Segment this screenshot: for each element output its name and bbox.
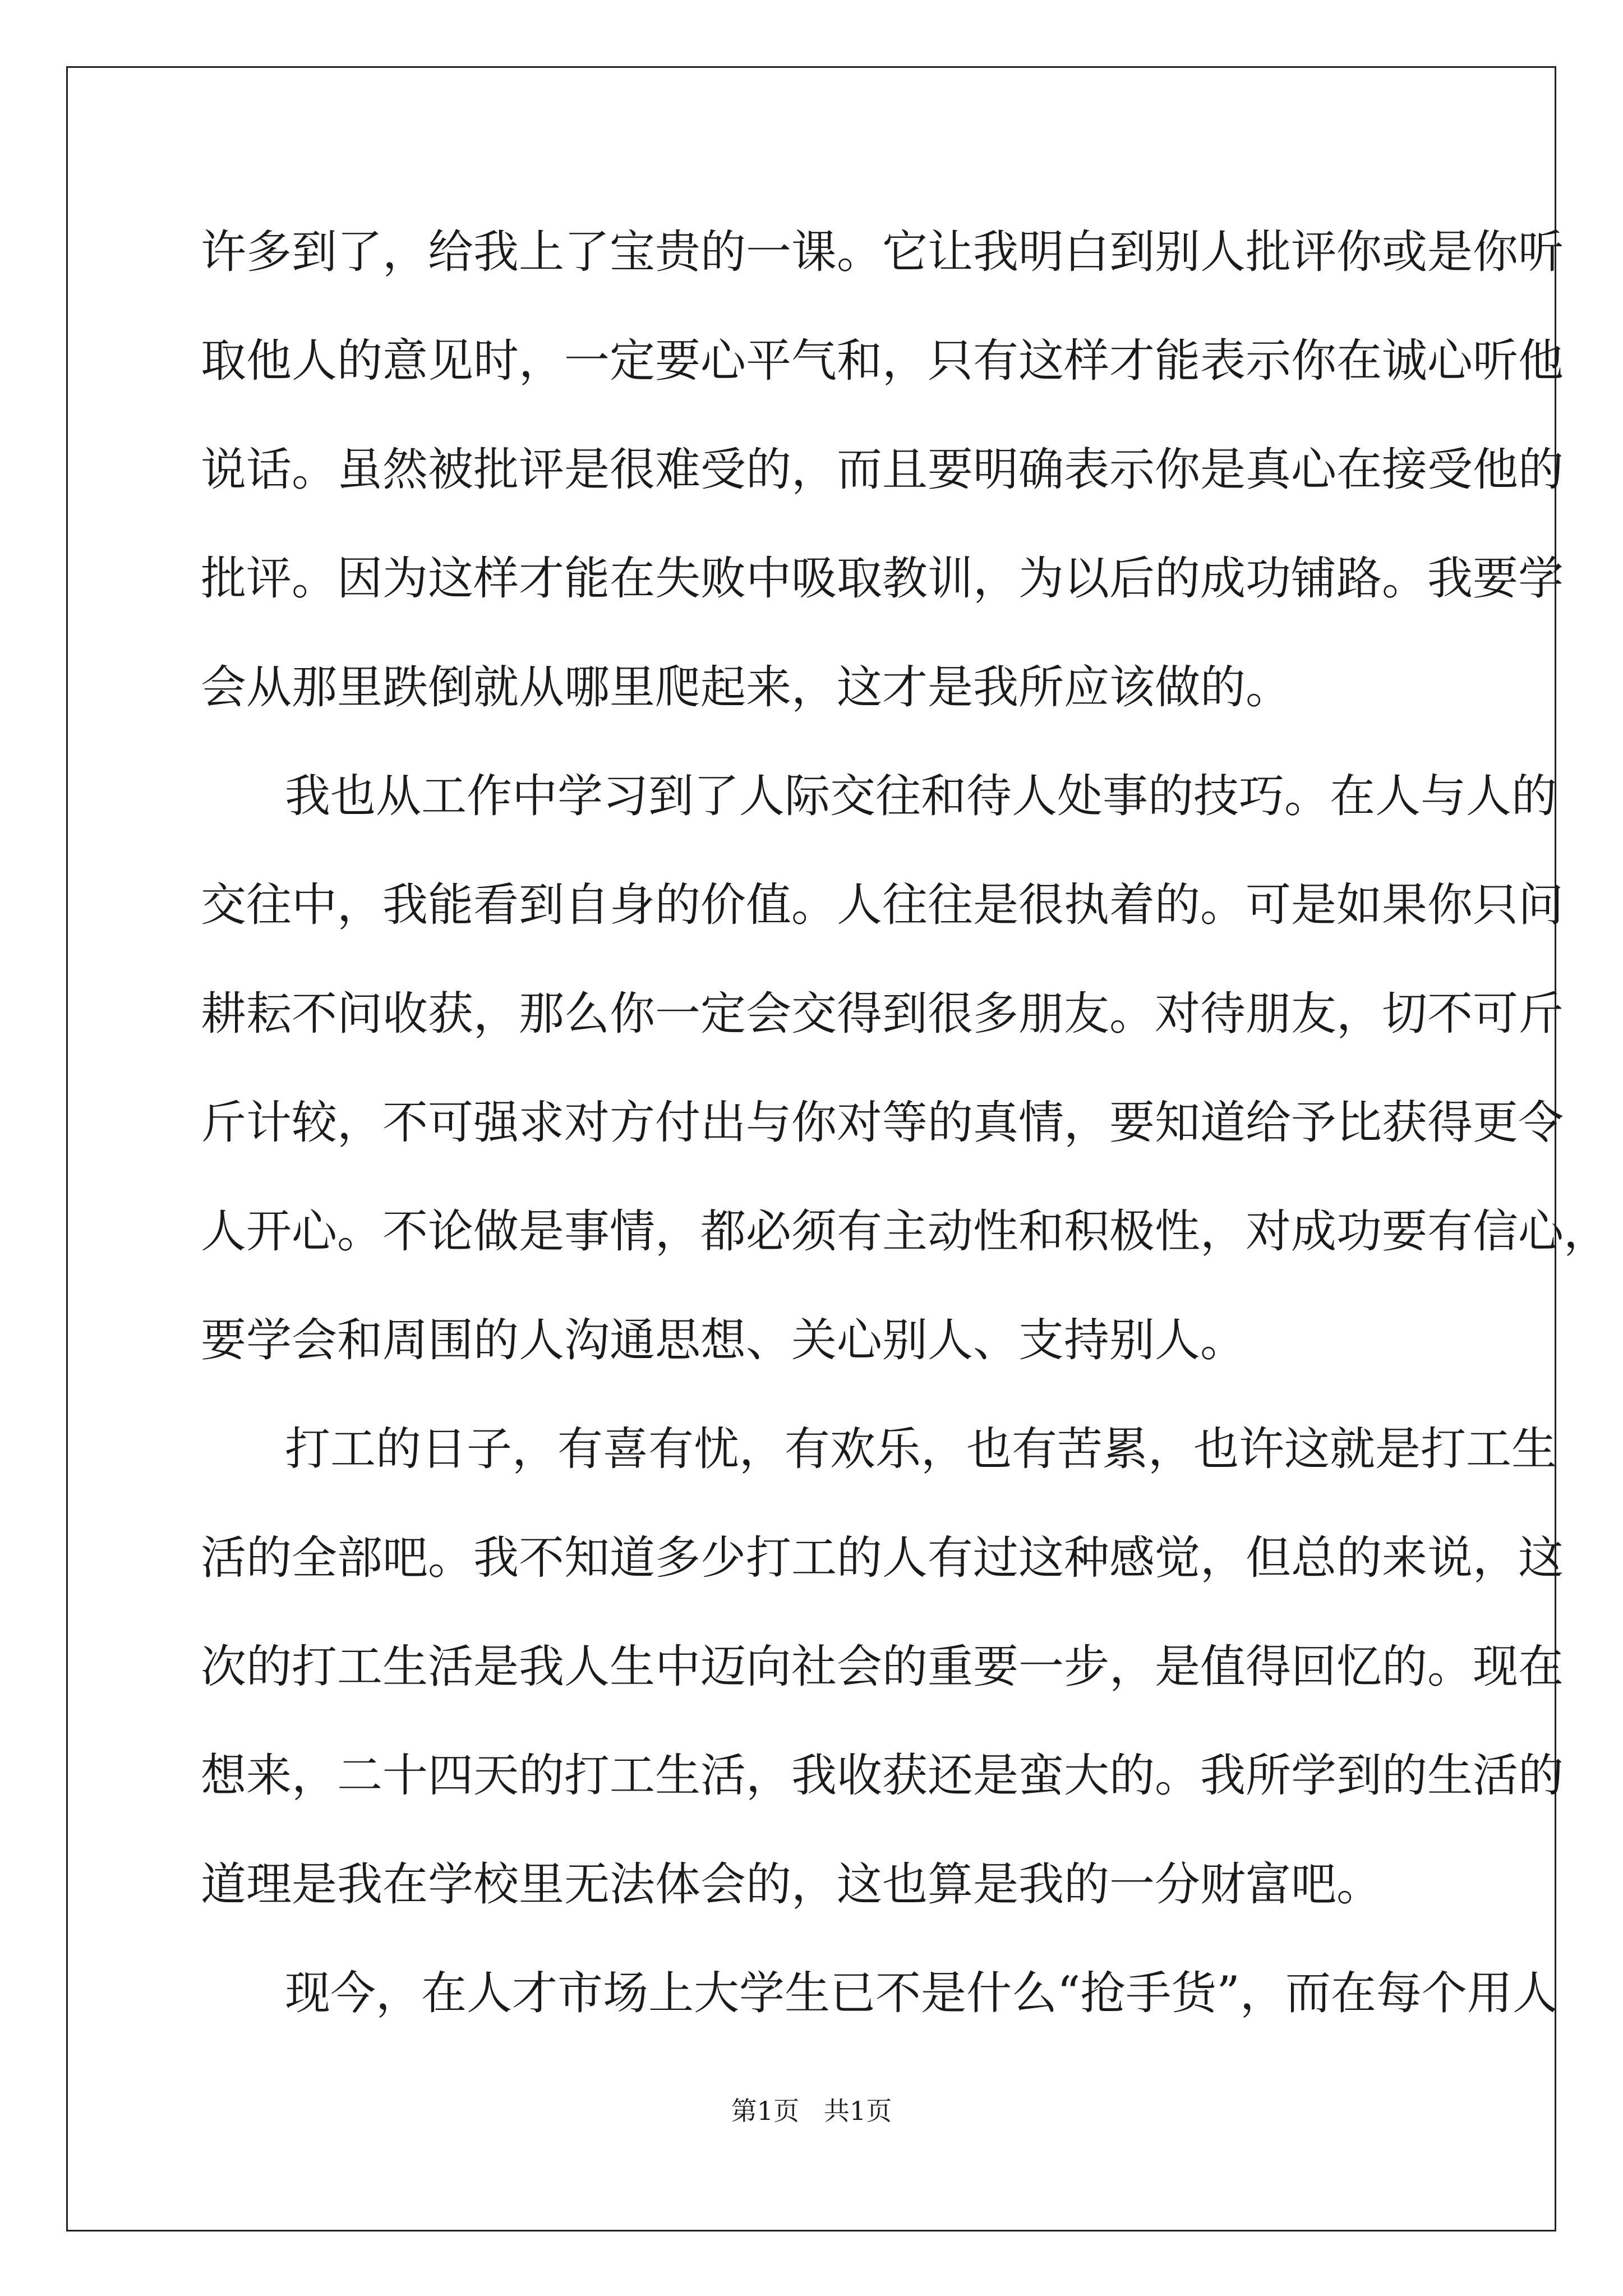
text-line: 交往中，我能看到自身的价值。人往往是很执着的。可是如果你只问	[201, 879, 1564, 932]
text-line: 取他人的意见时，一定要心平气和，只有这样才能表示你在诚心听他	[201, 335, 1564, 388]
text-line: 道理是我在学校里无法体会的，这也算是我的一分财富吧。	[201, 1858, 1382, 1911]
document-body	[201, 216, 1610, 2066]
text-line: 要学会和周围的人沟通思想、关心别人、支持别人。	[201, 1314, 1246, 1367]
paragraph-first-line: 我也从工作中学习到了人际交往和待人处事的技巧。在人与人的	[285, 770, 1557, 823]
page-number-footer: 第1页 共1页	[731, 2096, 892, 2126]
text-line: 人开心。不论做是事情，都必须有主动性和积极性，对成功要有信心，	[201, 1205, 1610, 1258]
text-line: 斤计较，不可强求对方付出与你对等的真情，要知道给予比获得更令	[201, 1097, 1564, 1149]
text-line: 批评。因为这样才能在失败中吸取教训，为以后的成功铺路。我要学	[201, 553, 1564, 605]
text-line: 说话。虽然被批评是很难受的，而且要明确表示你是真心在接受他的	[201, 444, 1564, 496]
paragraph-first-line: 打工的日子，有喜有忧，有欢乐，也有苦累，也许这就是打工生	[285, 1423, 1557, 1476]
text-line: 想来，二十四天的打工生活，我收获还是蛮大的。我所学到的生活的	[201, 1750, 1564, 1802]
text-line: 耕耘不问收获，那么你一定会交得到很多朋友。对待朋友，切不可斤	[201, 988, 1564, 1041]
text-line: 次的打工生活是我人生中迈向社会的重要一步，是值得回忆的。现在	[201, 1641, 1564, 1694]
text-line: 会从那里跌倒就从哪里爬起来，这才是我所应该做的。	[201, 661, 1292, 714]
text-line: 活的全部吧。我不知道多少打工的人有过这种感觉，但总的来说，这	[201, 1532, 1564, 1585]
paragraph-first-line: 现今，在人才市场上大学生已不是什么“抢手货”，而在每个用人	[285, 1967, 1558, 2020]
text-line: 许多到了，给我上了宝贵的一课。它让我明白到别人批评你或是你听	[201, 226, 1564, 279]
